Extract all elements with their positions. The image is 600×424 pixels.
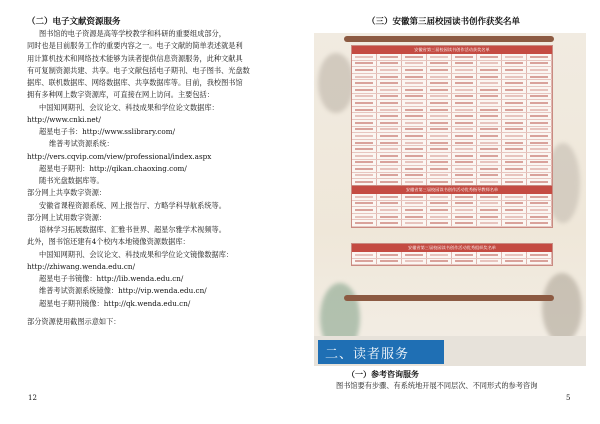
body-paragraph: 图书馆要有步骤、有系统地开展不同层次、不同形式的参考咨询 <box>336 381 538 390</box>
award-table-row <box>352 80 552 87</box>
award-table-row <box>352 60 552 67</box>
scroll-roller-bottom <box>344 295 554 301</box>
award-table-row <box>352 258 552 265</box>
page-number-right: 5 <box>566 394 571 402</box>
text-line: 据库、联机数据库、网络数据库、共享数据库等。目前，我校图书馆 <box>27 78 243 87</box>
text-line: 用计算机技术和网络技术能够为读者提供信息资源服务，此种文献具 <box>27 53 243 63</box>
ink-decoration <box>542 273 582 343</box>
text-line: 超星电子期刊镜像：http://qk.wenda.edu.cn/ <box>39 298 191 308</box>
award-panel-caption: 安徽省第三届校园读书创作活动优秀组织奖名单 <box>352 244 552 252</box>
text-line: 部分网上试用数字资源： <box>27 212 107 222</box>
subsection-title: （一）参考咨询服务 <box>347 369 419 379</box>
award-panel-caption: 安徽省第三届校园读书创作活动获奖名单 <box>352 46 552 54</box>
text-line: 中国知网期刊、会议论文、科技成果和学位论文镜像数据库： <box>39 249 234 259</box>
text-line: 超星电子书镜像：http://lib.wenda.edu.cn/ <box>39 274 184 283</box>
scroll-roller-top <box>344 36 554 42</box>
award-panel <box>351 185 553 228</box>
text-line: 部分网上共享数字资源： <box>27 188 107 198</box>
page-number-left: 12 <box>28 394 37 402</box>
text-line: 随书光盘数据库等。 <box>39 176 104 185</box>
award-table-row <box>352 126 552 133</box>
chapter-heading: 二、读者服务 <box>325 347 410 362</box>
text-line: 部分资源使用截图示意如下： <box>27 316 121 326</box>
text-line: 中国知网期刊、会议论文、科技成果和学位论文数据库： <box>39 102 219 112</box>
text-line: 维普考试资源系统镜像：http://vip.wenda.edu.cn/ <box>39 286 207 296</box>
award-table <box>352 194 552 227</box>
award-table-row <box>352 139 552 146</box>
award-table-row <box>352 166 552 173</box>
award-panel <box>351 45 553 187</box>
award-table <box>352 252 552 265</box>
award-panel-caption: 安徽省第三届校园读书创作活动优秀指导教师名单 <box>352 186 552 194</box>
section-title: （二）电子文献资源服务 <box>27 17 121 27</box>
award-list-title: （三）安徽第三届校园读书创作获奖名单 <box>367 17 521 27</box>
award-panel <box>351 243 553 266</box>
text-line: 拥有多种网上数字资源库，可直接在网上访问。主要包括： <box>27 90 214 100</box>
award-table-row <box>352 220 552 227</box>
body-text <box>27 28 295 328</box>
text-line: 安徽省课程资源系统、网上报告厅、方略学科导航系统等。 <box>39 200 226 210</box>
text-line: 语林学习拓展数据库、汇雅书世界、超星尔雅学术视频等。 <box>39 225 226 234</box>
text-line: 图书馆的电子资源是高等学校教学和科研的重要组成部分， <box>39 29 226 38</box>
text-line: 有可复制资源共建、共享。电子文献包括电子期刊、电子图书、光盘数 <box>27 65 250 75</box>
text-line: http://zhiwang.wenda.edu.cn/ <box>27 261 135 271</box>
award-table-row <box>352 152 552 159</box>
award-table-row <box>352 100 552 107</box>
text-line: 同时也是目前服务工作的重要内容之一。电子文献的简单表述就是利 <box>27 41 243 51</box>
chapter-heading-box <box>318 340 444 364</box>
ink-decoration <box>318 53 354 113</box>
right-page <box>300 0 600 424</box>
text-line: 超星电子书：http://www.sslibrary.com/ <box>39 127 175 136</box>
text-line: http://vers.cqvip.com/view/professional/index.aspx <box>27 151 212 161</box>
text-line: 维普考试资源系统： <box>49 139 114 149</box>
award-table-row <box>352 86 552 93</box>
award-table-row <box>352 200 552 207</box>
text-line: 此外，图书馆还建有4个校内本地镜像资源数据库： <box>27 237 190 247</box>
award-table-row <box>352 73 552 80</box>
award-table-row <box>352 113 552 120</box>
award-table <box>352 54 552 186</box>
text-line: http://www.cnki.net/ <box>27 114 101 124</box>
award-table-row <box>352 133 552 140</box>
award-table-row <box>352 172 552 179</box>
award-table-row <box>352 159 552 166</box>
award-table-row <box>352 93 552 100</box>
award-table-row <box>352 67 552 74</box>
award-table-row <box>352 213 552 220</box>
award-table-row <box>352 207 552 214</box>
text-line: 超星电子期刊：http://qikan.chaoxing.com/ <box>39 163 187 173</box>
award-table-row <box>352 119 552 126</box>
award-list-image <box>314 33 586 365</box>
award-table-row <box>352 146 552 153</box>
award-table-row <box>352 106 552 113</box>
